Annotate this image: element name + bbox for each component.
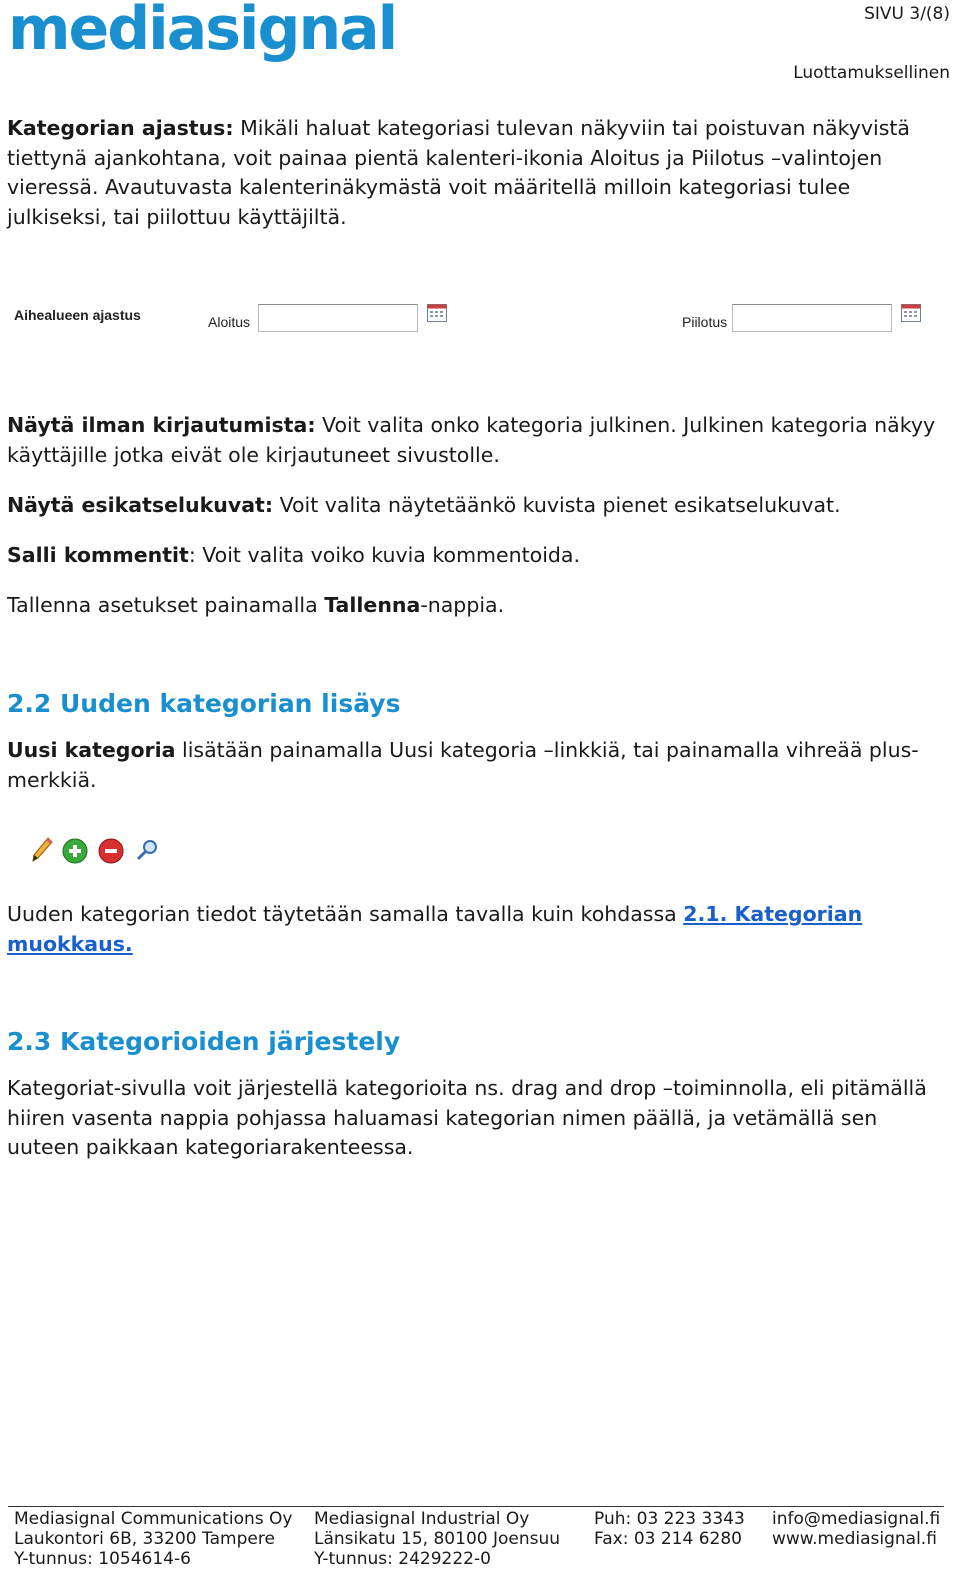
magnifier-icon[interactable]	[134, 838, 160, 864]
footer-line: Mediasignal Industrial Oy	[314, 1509, 530, 1529]
footer-website: www.mediasignal.fi	[772, 1529, 937, 1549]
schedule-paragraph	[7, 114, 937, 232]
start-date-input[interactable]	[258, 304, 418, 332]
footer-line: Y-tunnus: 1054614-6	[14, 1549, 191, 1569]
footer-line: Puh: 03 223 3343	[594, 1509, 745, 1529]
calendar-icon[interactable]	[427, 304, 447, 322]
new-category-term: Uusi kategoria	[7, 738, 176, 762]
action-icons	[0, 834, 200, 868]
ordering-paragraph	[7, 1074, 937, 1163]
footer-divider	[8, 1506, 944, 1507]
new-details-text: Uuden kategorian tiedot täytetään samalla tavalla kuin kohdassa	[7, 902, 684, 926]
schedule-text: Mikäli haluat kategoriasi tulevan näkyviin tai poistuvan näkyvistä tiettynä ajankohtana, voit painaa pientä kalenteri-ikonia Aloitus ja Piilotus –valintojen vieressä. Avautuvasta kalenterinäkymästä voit määritellä milloin kategoriasi tulee julkiseksi, tai piilottuu käyttäjiltä.	[7, 116, 910, 229]
footer-line: Laukontori 6B, 33200 Tampere	[14, 1529, 275, 1549]
section-2-1-link[interactable]: 2.1. Kategorian muokkaus.	[7, 902, 863, 956]
public-paragraph	[7, 411, 937, 470]
public-term: Näytä ilman kirjautumista:	[7, 413, 316, 437]
schedule-form	[0, 290, 960, 350]
plus-icon[interactable]	[62, 838, 88, 864]
pencil-icon[interactable]	[30, 836, 54, 864]
schedule-term: Kategorian ajastus:	[7, 116, 234, 140]
new-category-text: lisätään painamalla Uusi kategoria –linkkiä, tai painamalla vihreää plus-merkkiä.	[7, 738, 919, 792]
minus-icon[interactable]	[98, 838, 124, 864]
footer-line: Y-tunnus: 2429222-0	[314, 1549, 491, 1569]
footer-line: Fax: 03 214 6280	[594, 1529, 742, 1549]
save-text-before: Tallenna asetukset painamalla	[7, 593, 325, 617]
start-label: Aloitus	[208, 314, 251, 330]
save-paragraph	[7, 591, 937, 621]
mediasignal-logo: mediasignal	[8, 0, 397, 64]
thumbnails-term: Näytä esikatselukuvat:	[7, 493, 274, 517]
hide-date-input[interactable]	[732, 304, 892, 332]
hide-label: Piilotus	[682, 314, 728, 330]
ordering-text: Kategoriat-sivulla voit järjestellä kategorioita ns. drag and drop –toiminnolla, eli pitämällä hiiren vasenta nappia pohjassa haluamasi kategorian nimen päällä, ja vetämällä sen uuteen paikkaan kategoriarakenteessa.	[7, 1076, 927, 1159]
footer-company-2	[314, 1509, 560, 1569]
heading-2-3: 2.3 Kategorioiden järjestely	[7, 1027, 401, 1056]
comments-text: : Voit valita voiko kuvia kommentoida.	[188, 543, 580, 567]
new-details-paragraph	[7, 900, 937, 959]
schedule-form-title: Aihealueen ajastus	[14, 307, 141, 323]
footer-contact	[772, 1509, 940, 1549]
footer-phone	[594, 1509, 745, 1549]
save-text-after: -nappia.	[420, 593, 505, 617]
page-number: SIVU 3/(8)	[864, 4, 950, 24]
calendar-icon[interactable]	[901, 304, 921, 322]
save-term: Tallenna	[324, 593, 421, 617]
public-text: Voit valita onko kategoria julkinen. Julkinen kategoria näkyy käyttäjille jotka eivät ole kirjautuneet sivustolle.	[7, 413, 936, 467]
new-category-paragraph	[7, 736, 937, 795]
thumbnails-text: Voit valita näytetäänkö kuvista pienet esikatselukuvat.	[273, 493, 841, 517]
footer-line: Länsikatu 15, 80100 Joensuu	[314, 1529, 561, 1549]
footer-email: info@mediasignal.fi	[772, 1509, 941, 1529]
footer-line: Mediasignal Communications Oy	[14, 1509, 293, 1529]
thumbnails-paragraph	[7, 491, 937, 521]
comments-term: Salli kommentit	[7, 543, 189, 567]
comments-paragraph	[7, 541, 937, 571]
confidentiality-label: Luottamuksellinen	[793, 63, 950, 83]
footer-company-1	[14, 1509, 292, 1569]
heading-2-2: 2.2 Uuden kategorian lisäys	[7, 689, 401, 718]
